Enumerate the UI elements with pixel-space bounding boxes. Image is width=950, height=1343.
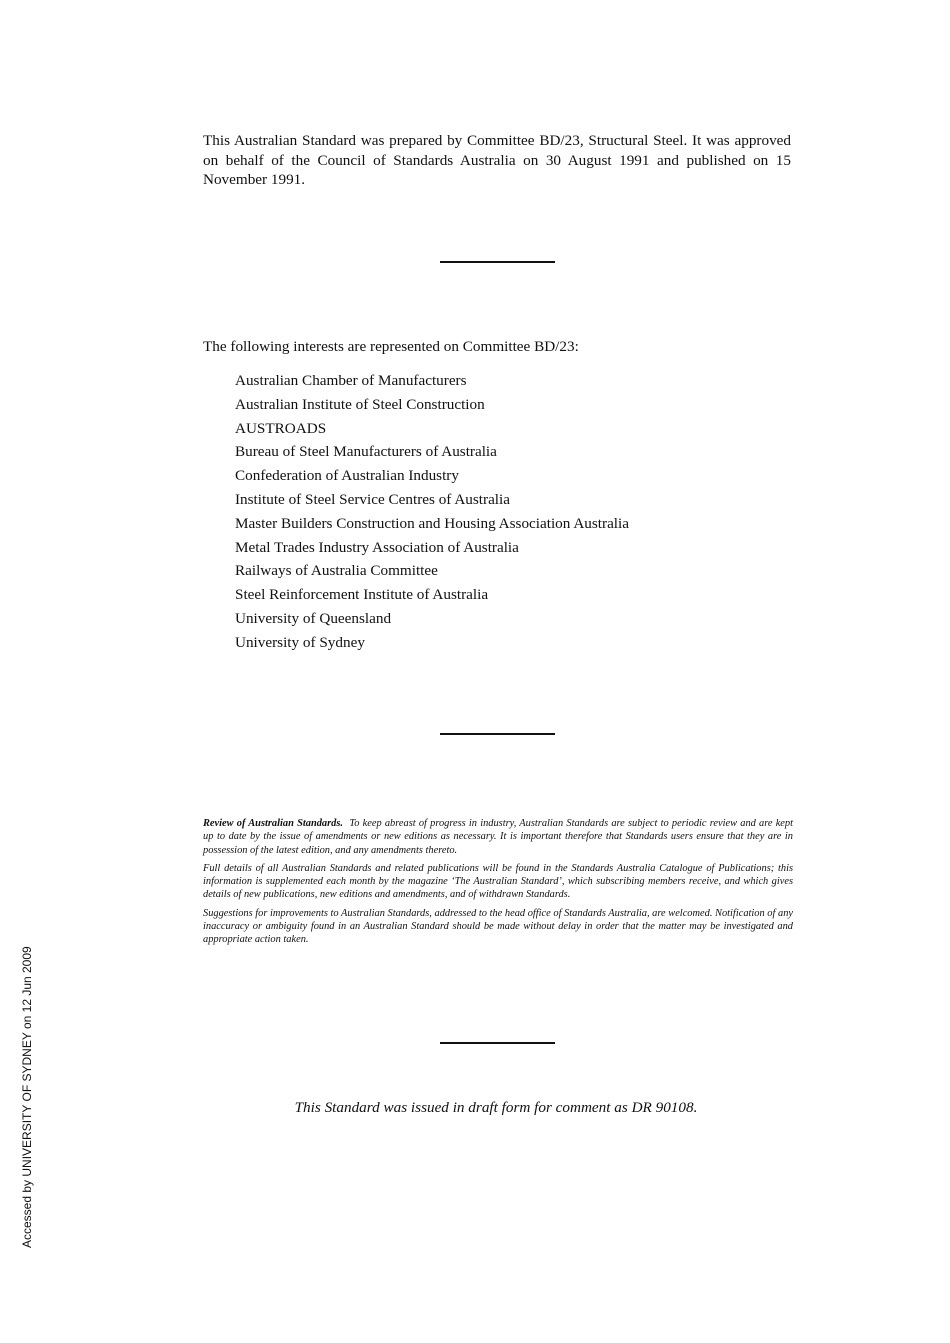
interests-heading: The following interests are represented on Committee BD/23: [203,338,579,355]
review-paragraph: Full details of all Australian Standards and related publications will be found in the Standards Australia Catalogue of Publications; this information is supplemented each month by the magazine ‘The Australian Standard’, which subscribing members receive, and which gives details of new publications, new editions and amendments, and of withdrawn Standards. [203,862,793,901]
list-item: University of Sydney [235,633,365,651]
review-paragraph: Suggestions for improvements to Australian Standards, addressed to the head office of Standards Australia, are welcomed. Notification of any inaccuracy or ambiguity found in an Australian Standard should be made without delay in order that the matter may be investigated and appropriate action taken. [203,907,793,946]
list-item: Railways of Australia Committee [235,562,438,580]
list-item: Steel Reinforcement Institute of Australia [235,586,489,604]
section-divider [440,261,555,263]
review-lead: Review of Australian Standards. [203,818,343,829]
section-divider [440,733,555,735]
draft-note: This Standard was issued in draft form for comment as DR 90108. [294,1099,698,1116]
list-item: Confederation of Australian Industry [235,467,459,485]
list-item: Master Builders Construction and Housing Association Australia [235,514,629,532]
list-item: Bureau of Steel Manufacturers of Australia [235,443,497,461]
access-watermark: Accessed by UNIVERSITY OF SYDNEY on 12 Jun 2009 [20,946,34,1248]
review-text: To keep abreast of progress in industry, Australian Standards are subject to periodic review and are kept up to date by the issue of amendments or new editions as necessary. It is important therefore that Standards users ensure that they are in possession of the latest edition, and any amendments thereto. [203,818,794,856]
list-item: Metal Trades Industry Association of Australia [235,538,519,556]
list-item: Australian Institute of Steel Construction [235,395,485,413]
list-item: AUSTROADS [235,419,327,437]
preparation-statement: This Australian Standard was prepared by Committee BD/23, Structural Steel. It was approved on behalf of the Council of Standards Australia on 30 August 1991 and published on 15 November 1991. [203,132,791,188]
section-divider [440,1042,555,1044]
list-item: University of Queensland [235,609,392,627]
interests-list [235,371,629,657]
review-notice [203,817,793,952]
list-item: Australian Chamber of Manufacturers [235,372,467,389]
review-paragraph [203,817,793,857]
list-item: Institute of Steel Service Centres of Australia [235,490,510,508]
